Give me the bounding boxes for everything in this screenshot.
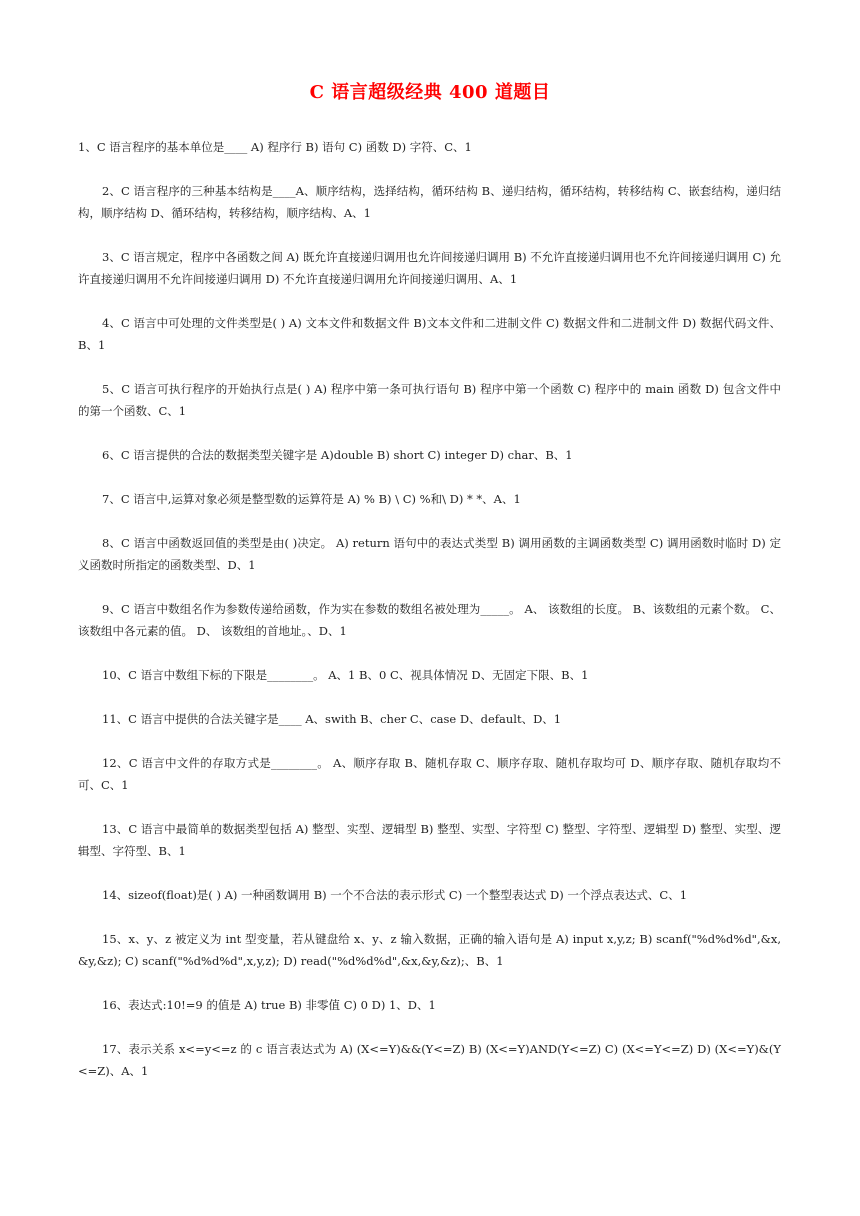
question-item: 9、C 语言中数组名作为参数传递给函数，作为实在参数的数组名被处理为_____。 A、 该数组的长度。 B、该数组的元素个数。 C、 该数组中各元素的值。 D、 该数组的首地址。、D、1 [78,602,785,638]
question-item: 7、C 语言中,运算对象必须是整型数的运算符是 A) % B) \ C) %和\ D) * *、A、1 [102,492,521,506]
question-item: 5、C 语言可执行程序的开始执行点是( ) A) 程序中第一条可执行语句 B) 程序中第一个函数 C) 程序中的 main 函数 D) 包含文件中的第一个函数、C、1 [78,382,781,418]
question-item: 3、C 语言规定，程序中各函数之间 A) 既允许直接递归调用也允许间接递归调用 B) 不允许直接递归调用也不允许间接递归调用 C) 允许直接递归调用不允许间接递归调用 D) 不允许直接递归调用允许间接递归调用、A、1 [78,250,781,286]
question-item: 4、C 语言中可处理的文件类型是( ) A) 文本文件和数据文件 B)文本文件和二进制文件 C) 数据文件和二进制文件 D) 数据代码文件、B、1 [78,316,781,352]
question-item: 11、C 语言中提供的合法关键字是____ A、swith B、cher C、case D、default、D、1 [102,712,562,726]
question-item: 14、sizeof(float)是( ) A) 一种函数调用 B) 一个不合法的表示形式 C) 一个整型表达式 D) 一个浮点表达式、C、1 [102,888,688,902]
question-item: 6、C 语言提供的合法的数据类型关键字是 A)double B) short C) integer D) char、B、1 [102,448,573,462]
question-list [78,136,785,1104]
question-item: 10、C 语言中数组下标的下限是________。 A、1 B、0 C、视具体情况 D、无固定下限、B、1 [102,668,589,682]
page-title: C 语言超级经典 400 道题目 [309,82,551,103]
question-item: 13、C 语言中最简单的数据类型包括 A) 整型、实型、逻辑型 B) 整型、实型、字符型 C) 整型、字符型、逻辑型 D) 整型、实型、逻辑型、字符型、B、1 [78,822,781,858]
question-item: 1、C 语言程序的基本单位是____ A) 程序行 B) 语句 C) 函数 D) 字符、C、1 [78,140,472,154]
question-item: 15、x、y、z 被定义为 int 型变量，若从键盘给 x、y、z 输入数据，正确的输入语句是 A) input x,y,z; B) scanf("%d%d%d",&x,&y,&z); C) scanf("%d%d%d",x,y,z); D) read("%d%d%d",&x,&y,&z);、B、1 [78,932,781,968]
question-item: 8、C 语言中函数返回值的类型是由( )决定。 A) return 语句中的表达式类型 B) 调用函数的主调函数类型 C) 调用函数时临时 D) 定义函数时所指定的函数类型、D、1 [78,536,781,572]
question-item: 17、表示关系 x<=y<=z 的 c 语言表达式为 A) (X<=Y)&&(Y<=Z) B) (X<=Y)AND(Y<=Z) C) (X<=Y<=Z) D) (X<=Y)&(Y<=Z)、A、1 [78,1042,781,1078]
question-item: 2、C 语言程序的三种基本结构是____A、顺序结构，选择结构，循环结构 B、递归结构，循环结构，转移结构 C、嵌套结构，递归结构，顺序结构 D、循环结构，转移结构，顺序结构、A、1 [78,184,781,220]
question-item: 16、表达式:10!=9 的值是 A) true B) 非零值 C) 0 D) 1、D、1 [102,998,436,1012]
question-item: 12、C 语言中文件的存取方式是________。 A、顺序存取 B、随机存取 C、顺序存取、随机存取均可 D、顺序存取、随机存取均不可、C、1 [78,756,781,792]
